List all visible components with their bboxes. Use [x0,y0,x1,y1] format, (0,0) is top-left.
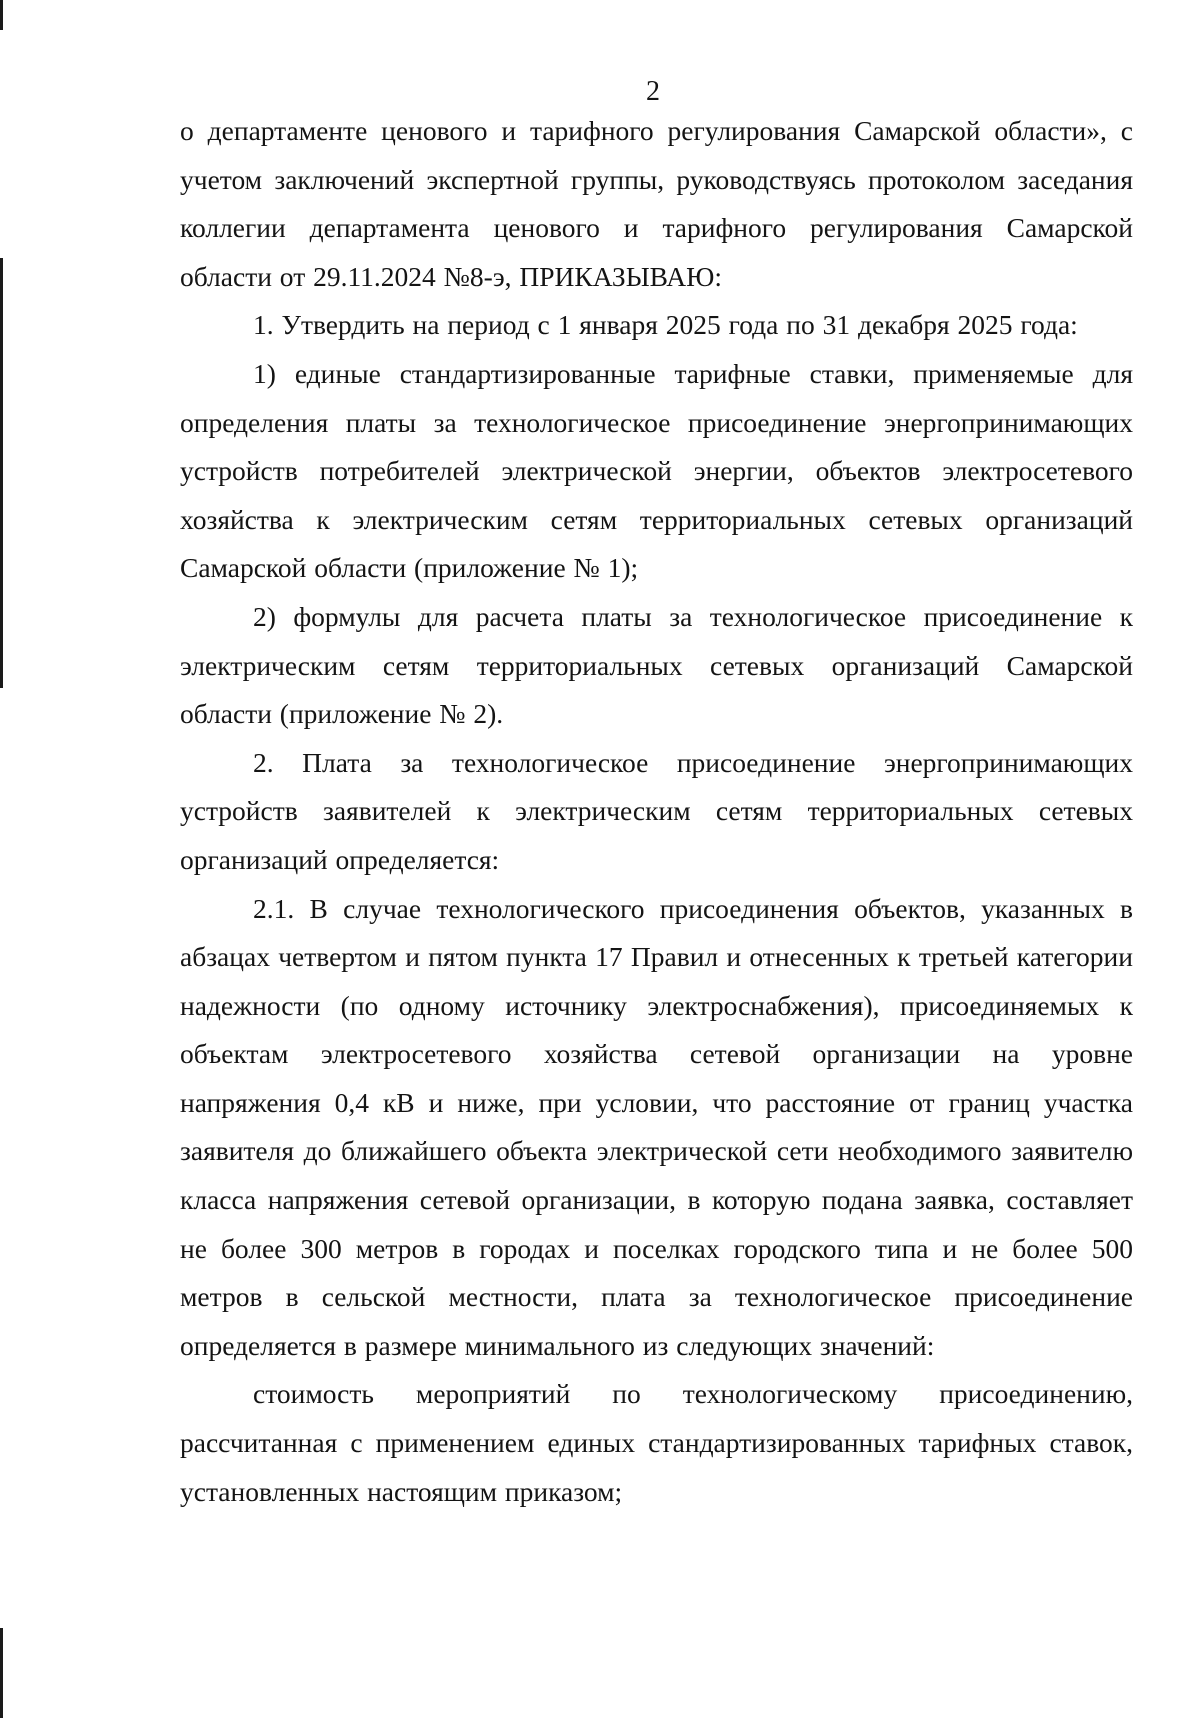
scan-edge-top [0,0,3,30]
paragraph-item-1: 1. Утвердить на период с 1 января 2025 года по 31 декабря 2025 года: [253,309,1078,341]
paragraph-item-1-1: 1) единые стандартизированные тарифные ставки, применяемые для определения платы за технологическое присоединение энергопринимающих устройств потребителей электрической энергии, объектов электросетевого хозяйства к электрическим сетям территориальных сетевых организаций Самарской области (приложение № 1); [180,357,1133,584]
paragraph-item-2-1: 2.1. В случае технологического присоединения объектов, указанных в абзацах четвертом и пятом пункта 17 Правил и отнесенных к третьей категории надежности (по одному источнику электроснабжения), присоединяемых к объектам электросетевого хозяйства сетевой организации на уровне напряжения 0,4 кВ и ниже, при условии, что расстояние от границ участка заявителя до ближайшего объекта электрической сети необходимого заявителю класса напряжения сетевой организации, в которую подана заявка, составляет не более 300 метров в городах и поселках городского типа и не более 500 метров в сельской местности, плата за технологическое присоединение определяется в размере минимального из следующих значений: [180,892,1133,1361]
paragraph-item-2: 2. Плата за технологическое присоединение энергопринимающих устройств заявителей к электрическим сетям территориальных сетевых организаций определяется: [180,746,1133,875]
paragraph-option-standard-rates: стоимость мероприятий по технологическому присоединению, рассчитанная с применением единых стандартизированных тарифных ставок, установленных настоящим приказом; [180,1378,1133,1507]
scan-edge-bottom [0,1628,3,1718]
document-body [180,107,1133,1516]
paragraph-item-1-2: 2) формулы для расчета платы за технологическое присоединение к электрическим сетям территориальных сетевых организаций Самарской области (приложение № 2). [180,600,1133,730]
page-number: 2 [646,76,660,107]
paragraph-preamble-continuation: о департаменте ценового и тарифного регулирования Самарской области», с учетом заключений экспертной группы, руководствуясь протоколом заседания коллегии департамента ценового и тарифного регулирования Самарской области от 29.11.2024 №8-э, ПРИКАЗЫВАЮ: [180,115,1133,292]
scan-edge-middle [0,258,3,688]
